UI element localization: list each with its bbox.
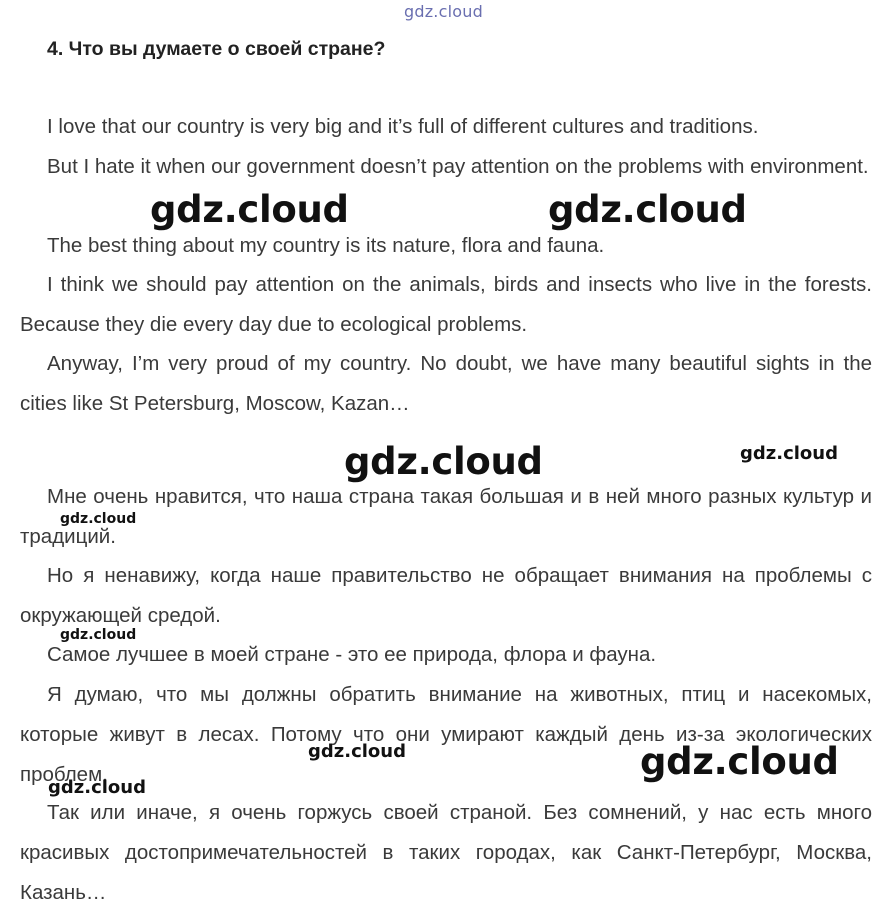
english-paragraph-4: I think we should pay attention on the animals, birds and insects who live in the forests. Because they die every day due to ecological problems. (20, 273, 872, 336)
english-paragraph-5: Anyway, I’m very proud of my country. No doubt, we have many beautiful sights in the cities like St Petersburg, Moscow, Kazan… (20, 352, 872, 415)
english-paragraph-2: But I hate it when our government doesn’t pay attention on the problems with environment. (47, 155, 869, 178)
watermark: gdz.cloud (60, 627, 137, 643)
watermark: gdz.cloud (60, 511, 137, 527)
watermark: gdz.cloud (344, 440, 543, 483)
watermark: gdz.cloud (308, 741, 406, 762)
watermark: gdz.cloud (150, 188, 349, 231)
english-paragraph-3: The best thing about my country is its nature, flora and fauna. (47, 234, 605, 257)
english-paragraph-1: I love that our country is very big and it’s full of different cultures and traditions. (47, 115, 759, 138)
top-watermark: gdz.cloud (404, 2, 483, 21)
task-title: 4. Что вы думаете о своей стране? (47, 38, 386, 60)
russian-paragraph-2: Но я ненавижу, когда наше правительство не обращает внимания на проблемы с окружающей средой. (20, 564, 872, 627)
russian-paragraph-4: Я думаю, что мы должны обратить внимание на животных, птиц и насекомых, которые живут в лесах. Потому что они умирают каждый день из-за экологических проблем. (20, 683, 872, 786)
russian-paragraph-1: Мне очень нравится, что наша страна такая большая и в ней много разных культур и традиций. (20, 485, 872, 548)
russian-paragraph-5: Так или иначе, я очень горжусь своей страной. Без сомнений, у нас есть много красивых достопримечательностей в таких городах, как Санкт-Петербург, Москва, Казань… (20, 801, 872, 904)
watermark: gdz.cloud (740, 443, 838, 464)
watermark: gdz.cloud (48, 777, 146, 798)
russian-paragraph-3: Самое лучшее в моей стране - это ее природа, флора и фауна. (47, 643, 657, 666)
watermark: gdz.cloud (548, 188, 747, 231)
watermark: gdz.cloud (640, 740, 839, 783)
